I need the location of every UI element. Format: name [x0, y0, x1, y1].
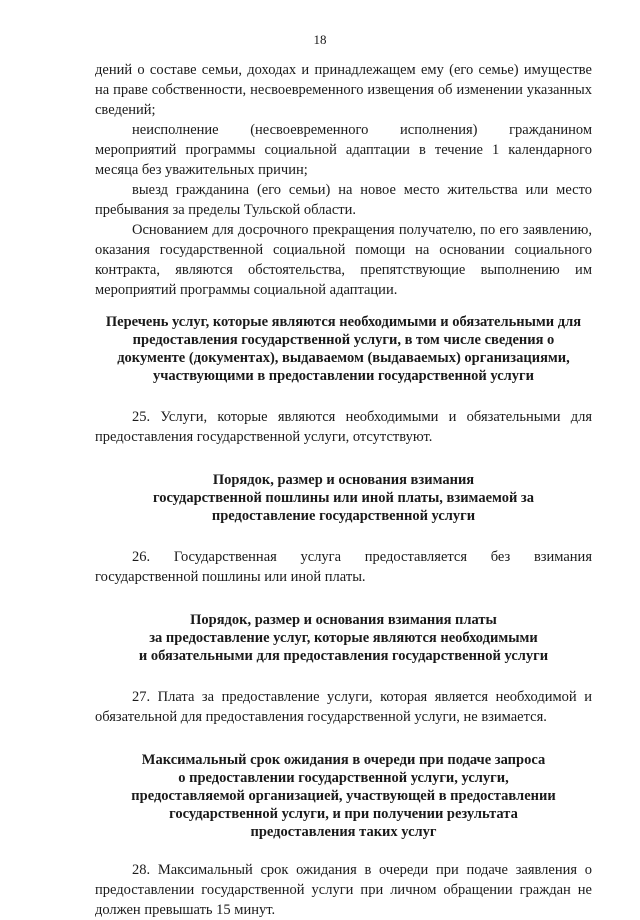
- document-body: [95, 60, 592, 920]
- heading-line: Порядок, размер и основания взимания платы: [190, 612, 497, 628]
- heading-line: Перечень услуг, которые являются необходимыми и обязательными для: [105, 314, 582, 330]
- paragraph-nonfulfillment: неисполнение (несвоевременного исполнения) гражданином мероприятий программы социальной адаптации в течение 1 календарного месяца без уважительных причин;: [95, 122, 592, 178]
- paragraph-25: 25. Услуги, которые являются необходимыми и обязательными для предоставления государственной услуги, отсутствуют.: [95, 409, 592, 445]
- heading-line: предоставление государственной услуги: [211, 508, 476, 524]
- heading-line: Порядок, размер и основания взимания: [212, 472, 475, 488]
- heading-line: документе (документах), выдаваемом (выдаваемых) организациями,: [117, 350, 570, 366]
- heading-line: предоставления государственной услуги, в том числе сведения о: [132, 332, 555, 348]
- paragraph-28: 28. Максимальный срок ожидания в очереди при подаче заявления о предоставлении государственной услуги при личном обращении граждан не должен превышать 15 минут.: [95, 862, 592, 918]
- section-heading-required-services: [95, 313, 592, 385]
- heading-line: предоставляемой организацией, участвующей в предоставлении: [131, 788, 556, 804]
- paragraph-relocation: выезд гражданина (его семьи) на новое место жительства или место пребывания за пределы Тульской области.: [95, 182, 592, 218]
- heading-line: Максимальный срок ожидания в очереди при подаче запроса: [141, 752, 546, 768]
- section-heading-service-fee: [95, 611, 592, 665]
- heading-line: предоставления таких услуг: [250, 824, 437, 840]
- heading-line: участвующими в предоставлении государственной услуги: [153, 368, 534, 384]
- heading-line: за предоставление услуг, которые являются необходимыми: [149, 630, 538, 646]
- paragraph-26: 26. Государственная услуга предоставляется без взимания государственной пошлины или иной платы.: [95, 549, 592, 585]
- heading-line: государственной пошлины или иной платы, взимаемой за: [152, 490, 535, 506]
- section-heading-queue-time: [95, 751, 592, 841]
- heading-line: и обязательными для предоставления государственной услуги: [138, 648, 549, 664]
- paragraph-continuation: дений о составе семьи, доходах и принадлежащем ему (его семье) имуществе на праве собственности, несвоевременного извещения об изменении указанных сведений;: [95, 62, 592, 118]
- heading-line: о предоставлении государственной услуги, услуги,: [178, 770, 509, 786]
- heading-line: государственной услуги, и при получении результата: [169, 806, 518, 822]
- page-number: 18: [313, 32, 327, 47]
- section-heading-state-fee: [95, 471, 592, 525]
- paragraph-27: 27. Плата за предоставление услуги, которая является необходимой и обязательной для предоставления государственной услуги, не взимается.: [95, 689, 592, 725]
- paragraph-early-termination: Основанием для досрочного прекращения получателю, по его заявлению, оказания государственной социальной помощи на основании социального контракта, являются обстоятельства, препятствующие выполнению им мероприятий программы социальной адаптации.: [95, 222, 592, 298]
